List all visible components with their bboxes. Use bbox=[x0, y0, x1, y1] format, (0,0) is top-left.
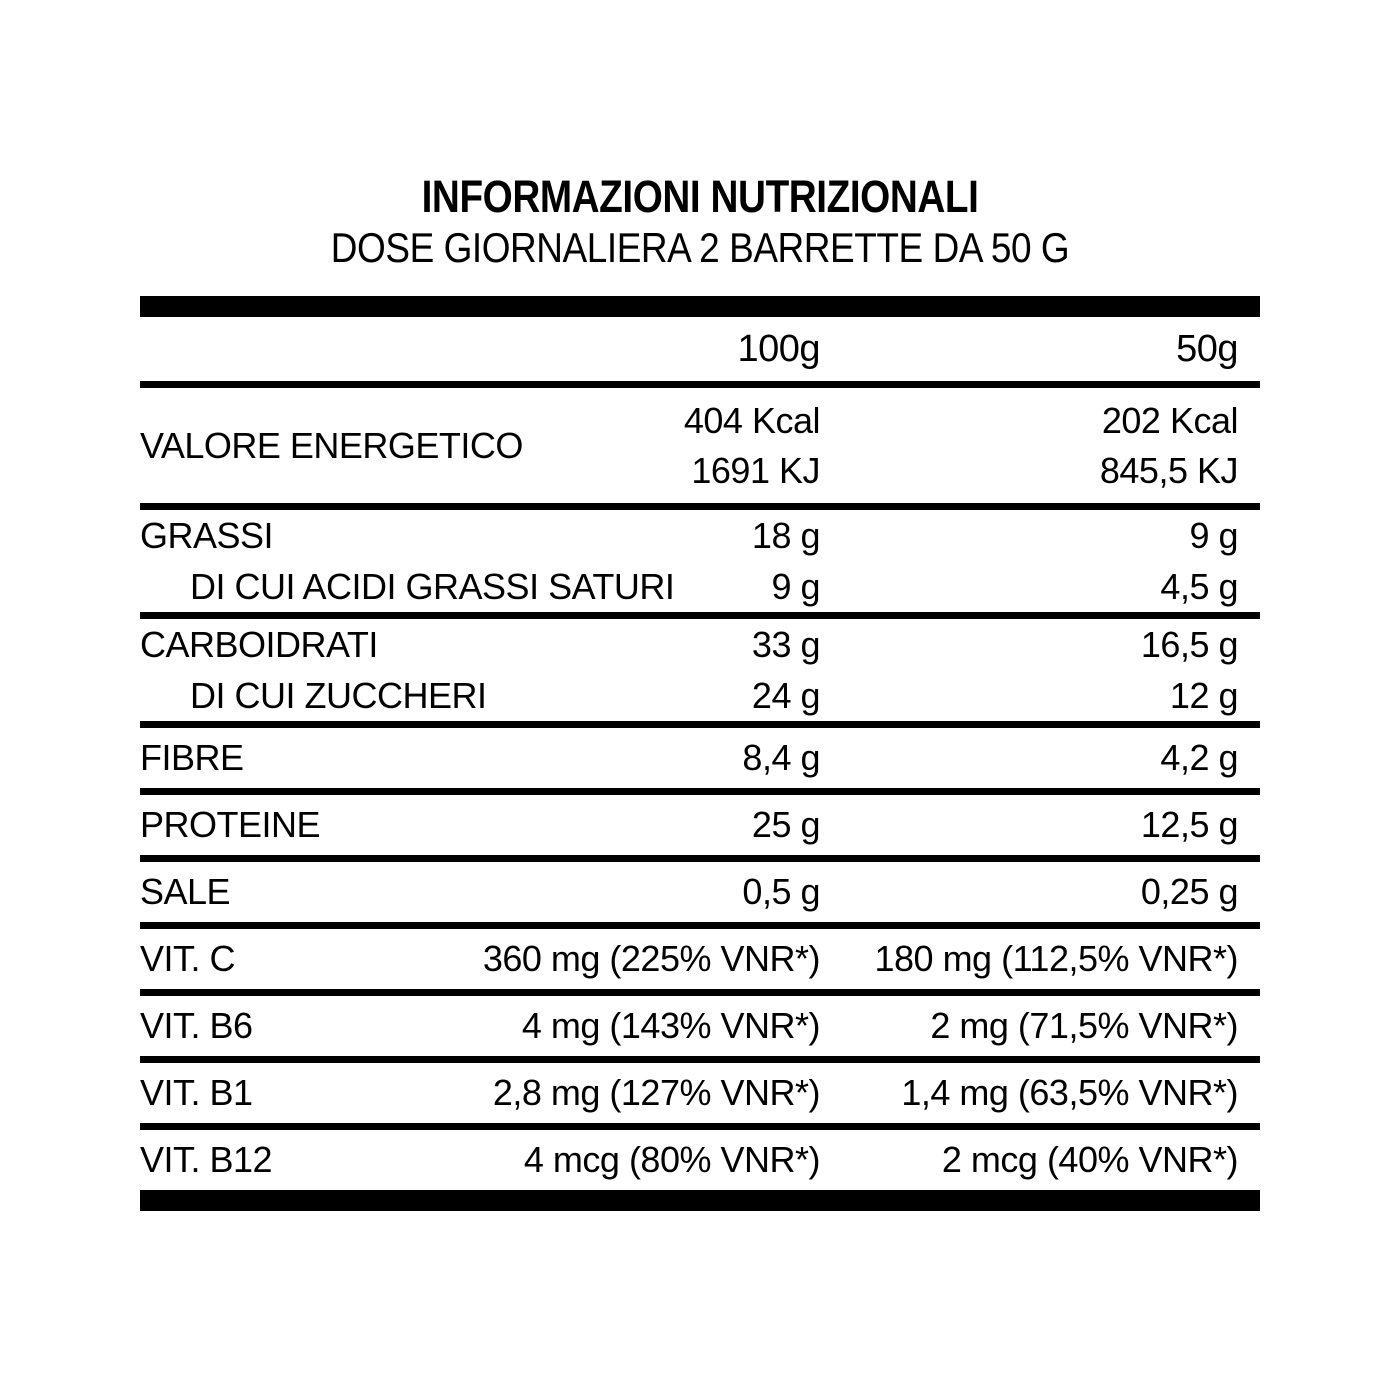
energy-kcal-100g: 404 Kcal bbox=[683, 400, 820, 441]
nutrient-label: VIT. B6 bbox=[140, 1005, 253, 1046]
fibre-section bbox=[140, 721, 1260, 788]
nutrient-label: VIT. C bbox=[140, 938, 236, 979]
value-50g: 12,5 g bbox=[1140, 804, 1238, 845]
energy-kj-100g: 1691 KJ bbox=[691, 450, 820, 491]
nutrient-label: CARBOIDRATI bbox=[140, 623, 378, 665]
vitamin-b1-section bbox=[140, 1056, 1260, 1123]
nutrient-row-sale bbox=[140, 862, 1260, 922]
bottom-divider-bar bbox=[140, 1190, 1260, 1211]
value-100g: 25 g bbox=[751, 804, 820, 845]
value-50g: 9 g bbox=[1189, 514, 1238, 556]
nutrient-label: VALORE ENERGETICO bbox=[140, 425, 523, 466]
value-50g: 1,4 mg (63,5% VNR*) bbox=[901, 1072, 1238, 1113]
value-50g: 4,5 g bbox=[1160, 565, 1238, 607]
nutrient-row-vit-c bbox=[140, 929, 1260, 989]
nutrient-row-proteine bbox=[140, 795, 1260, 855]
value-100g: 33 g bbox=[751, 623, 820, 665]
energy-kcal-50g: 202 Kcal bbox=[1101, 400, 1238, 441]
column-header-100g: 100g bbox=[737, 327, 820, 370]
nutrient-row-carboidrati bbox=[140, 619, 1260, 670]
value-100g: 24 g bbox=[751, 674, 820, 716]
energy-kj-50g: 845,5 KJ bbox=[1099, 450, 1238, 491]
fats-section bbox=[140, 503, 1260, 612]
vitamin-c-section bbox=[140, 922, 1260, 989]
value-100g: 360 mg (225% VNR*) bbox=[482, 938, 820, 979]
column-header-50g: 50g bbox=[1176, 327, 1238, 370]
vitamin-b12-section bbox=[140, 1123, 1260, 1190]
top-divider-bar bbox=[140, 296, 1260, 317]
value-100g: 0,5 g bbox=[742, 871, 820, 912]
vitamin-b6-section bbox=[140, 989, 1260, 1056]
value-50g: 2 mcg (40% VNR*) bbox=[941, 1139, 1238, 1180]
value-100g: 4 mg (143% VNR*) bbox=[521, 1005, 820, 1046]
carbs-section bbox=[140, 612, 1260, 721]
nutrient-row-grassi-saturi bbox=[140, 561, 1260, 612]
nutrient-row-grassi bbox=[140, 510, 1260, 561]
value-50g: 16,5 g bbox=[1140, 623, 1238, 665]
nutrient-row-vit-b12 bbox=[140, 1130, 1260, 1190]
nutrient-row-zuccheri bbox=[140, 670, 1260, 721]
value-50g: 4,2 g bbox=[1160, 737, 1238, 778]
value-50g: 180 mg (112,5% VNR*) bbox=[874, 938, 1238, 979]
value-100g: 9 g bbox=[771, 565, 820, 607]
value-50g: 12 g bbox=[1169, 674, 1238, 716]
energy-row bbox=[140, 381, 1260, 503]
nutrient-label: VIT. B1 bbox=[140, 1072, 253, 1113]
value-100g: 4 mcg (80% VNR*) bbox=[523, 1139, 820, 1180]
value-50g: 2 mg (71,5% VNR*) bbox=[930, 1005, 1238, 1046]
nutrient-label: VIT. B12 bbox=[140, 1139, 273, 1180]
nutrient-label: SALE bbox=[140, 871, 231, 912]
protein-section bbox=[140, 788, 1260, 855]
nutrient-row-vit-b1 bbox=[140, 1063, 1260, 1123]
salt-section bbox=[140, 855, 1260, 922]
nutrient-label: GRASSI bbox=[140, 514, 274, 556]
nutrition-label bbox=[140, 0, 1260, 1211]
energy-value-100g bbox=[523, 396, 820, 496]
value-100g: 2,8 mg (127% VNR*) bbox=[492, 1072, 820, 1113]
nutrient-row-fibre bbox=[140, 728, 1260, 788]
nutrient-label: PROTEINE bbox=[140, 804, 321, 845]
nutrient-label: FIBRE bbox=[140, 737, 244, 778]
value-50g: 0,25 g bbox=[1140, 871, 1238, 912]
nutrient-sublabel: DI CUI ZUCCHERI bbox=[190, 674, 487, 716]
column-header-row bbox=[140, 317, 1260, 381]
energy-value-50g bbox=[820, 396, 1238, 496]
nutrient-row-vit-b6 bbox=[140, 996, 1260, 1056]
nutrient-sublabel: DI CUI ACIDI GRASSI SATURI bbox=[190, 565, 675, 607]
value-100g: 8,4 g bbox=[742, 737, 820, 778]
serving-subtitle: DOSE GIORNALIERA 2 BARRETTE DA 50 G bbox=[330, 224, 1070, 271]
page-title: INFORMAZIONI NUTRIZIONALI bbox=[421, 171, 979, 222]
value-100g: 18 g bbox=[751, 514, 820, 556]
